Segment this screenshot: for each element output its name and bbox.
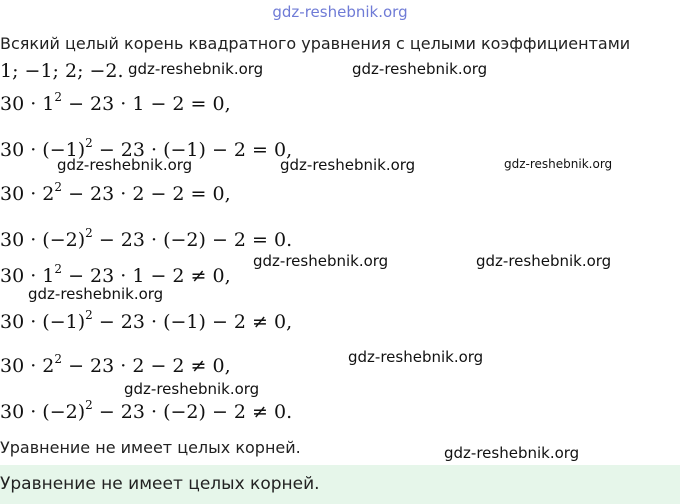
watermark: gdz-reshebnik.org bbox=[124, 380, 260, 398]
equation-8: $30 \cdot (-2)^2 - 23 \cdot (-2) - 2 \ne 0$. bbox=[0, 398, 293, 423]
conclusion-text: Уравнение не имеет целых корней. bbox=[0, 438, 301, 457]
site-header-link[interactable]: gdz-reshebnik.org bbox=[272, 3, 408, 21]
watermark: gdz-reshebnik.org bbox=[128, 60, 264, 78]
watermark: gdz-reshebnik.org bbox=[348, 348, 484, 366]
watermark: gdz-reshebnik.org bbox=[352, 60, 488, 78]
watermark: gdz-reshebnik.org bbox=[504, 157, 613, 171]
equation-6: $30 \cdot (-1)^2 - 23 \cdot (-1) - 2 \ne 0$, bbox=[0, 308, 293, 333]
watermark: gdz-reshebnik.org bbox=[28, 285, 164, 303]
watermark: gdz-reshebnik.org bbox=[476, 252, 612, 270]
equation-5: $30 \cdot 1^2 - 23 \cdot 1 - 2 \ne 0$, bbox=[0, 262, 231, 287]
candidate-roots: 1; −1; 2; −2. bbox=[0, 60, 124, 82]
intro-text: Всякий целый корень квадратного уравнения с целыми коэффициентами bbox=[0, 34, 631, 53]
answer-text: Уравнение не имеет целых корней. bbox=[0, 474, 320, 494]
equation-1: $30 \cdot 1^2 - 23 \cdot 1 - 2 = 0$, bbox=[0, 90, 231, 115]
equation-4: $30 \cdot (-2)^2 - 23 \cdot (-2) - 2 = 0$. bbox=[0, 226, 293, 251]
watermark: gdz-reshebnik.org bbox=[253, 252, 389, 270]
answer-box bbox=[0, 465, 680, 504]
watermark: gdz-reshebnik.org bbox=[280, 156, 416, 174]
equation-3: $30 \cdot 2^2 - 23 \cdot 2 - 2 = 0$, bbox=[0, 180, 231, 205]
equation-2: $30 \cdot (-1)^2 - 23 \cdot (-1) - 2 = 0$, bbox=[0, 136, 293, 161]
watermark: gdz-reshebnik.org bbox=[444, 444, 580, 462]
watermark: gdz-reshebnik.org bbox=[57, 156, 193, 174]
equation-7: $30 \cdot 2^2 - 23 \cdot 2 - 2 \ne 0$, bbox=[0, 352, 231, 377]
